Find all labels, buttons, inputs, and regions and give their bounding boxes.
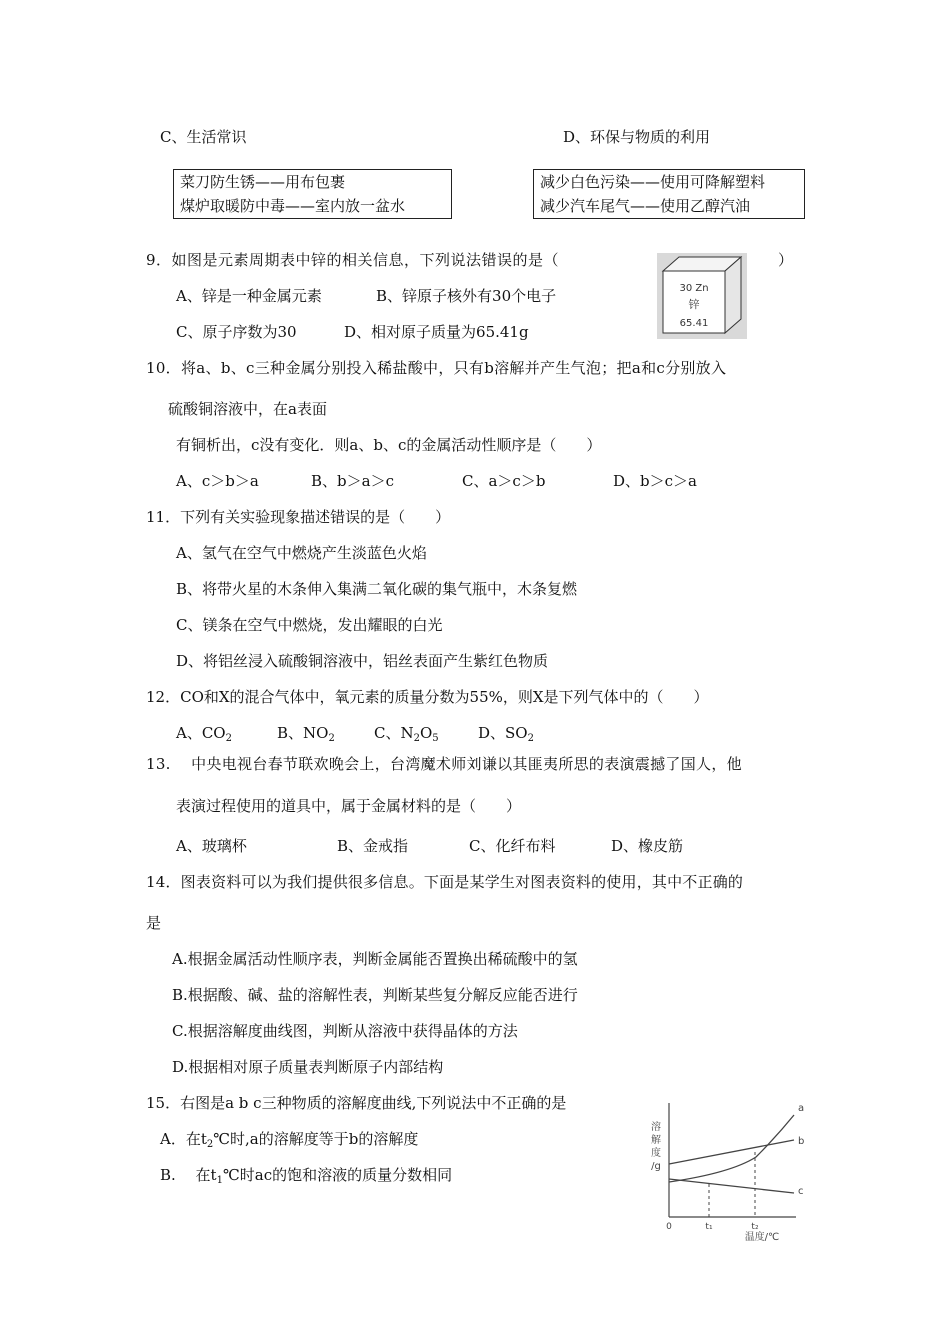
q10-option-d: D、b＞c＞a [613, 472, 697, 490]
q9-close-paren: ） [778, 251, 794, 269]
q15-b-subscript: 1 [216, 1175, 223, 1186]
zinc-number-symbol: 30 Zn [679, 283, 709, 294]
q12-option-c [374, 723, 439, 749]
y-label-4: /g [651, 1161, 661, 1172]
q8-c-box-line-2: 煤炉取暖防中毒——室内放一盆水 [180, 197, 406, 215]
y-label-1: 溶 [651, 1122, 661, 1133]
q11-option-c: C、镁条在空气中燃烧，发出耀眼的白光 [176, 616, 443, 634]
q12-stem: 12．CO和X的混合气体中，氧元素的质量分数为55%，则X是下列气体中的（ ） [146, 688, 709, 706]
q12-a-text: A、CO [176, 724, 226, 742]
q11-stem: 11．下列有关实验现象描述错误的是（ ） [146, 508, 451, 526]
t2-label: t₂ [751, 1222, 759, 1232]
q10-option-c: C、a＞c＞b [462, 472, 546, 490]
q13-option-d: D、橡皮筋 [611, 837, 684, 855]
q12-option-a [176, 723, 232, 749]
q14-option-c: C.根据溶解度曲线图，判断从溶液中获得晶体的方法 [172, 1022, 518, 1040]
q8-option-d-box [533, 169, 805, 219]
q10-option-b: B、b＞a＞c [311, 472, 394, 490]
q10-line-1: 10．将a、b、c三种金属分别投入稀盐酸中，只有b溶解并产生气泡；把a和c分别放入 [146, 359, 727, 377]
q15-stem: 15．右图是a b c三种物质的溶解度曲线,下列说法中不正确的是 [146, 1094, 567, 1112]
q9-option-d: D、相对原子质量为65.41g [344, 323, 529, 341]
q9-option-c: C、原子序数为30 [176, 323, 297, 341]
q15-a-subscript: 2 [206, 1139, 214, 1150]
q9-option-b: B、锌原子核外有30个电子 [376, 287, 557, 305]
origin-label: 0 [666, 1222, 672, 1232]
q12-c-text-mid: O [419, 724, 433, 742]
q12-c-subscript-2: 5 [432, 733, 439, 744]
q8-option-c-box [173, 169, 452, 219]
solubility-curve-graph [636, 1097, 812, 1243]
q15-a-text: A．在t [160, 1130, 207, 1148]
q14-option-a: A.根据金属活动性顺序表，判断金属能否置换出稀硫酸中的氢 [172, 950, 578, 968]
curve-b-label: b [798, 1136, 805, 1147]
q13-option-c: C、化纤布料 [469, 837, 556, 855]
curve-a [669, 1115, 794, 1182]
q13-option-a: A、玻璃杯 [176, 837, 247, 855]
q15-a-text-post: ℃时,a的溶解度等于b的溶解度 [213, 1130, 419, 1148]
y-label-2: 解 [651, 1135, 661, 1146]
q13-line-1: 13. 中央电视台春节联欢晚会上，台湾魔术师刘谦以其匪夷所思的表演震撼了国人，他 [146, 755, 742, 773]
q11-option-d: D、将铝丝浸入硫酸铜溶液中，铝丝表面产生紫红色物质 [176, 652, 549, 670]
q12-a-subscript: 2 [225, 733, 232, 744]
q15-b-text: B. 在t [160, 1166, 217, 1184]
q14-option-d: D.根据相对原子质量表判断原子内部结构 [172, 1058, 444, 1076]
q10-line-2: 硫酸铜溶液中，在a表面 [168, 400, 327, 418]
q12-option-d [478, 723, 534, 749]
q14-line-2: 是 [146, 914, 162, 932]
q8-d-box-line-1: 减少白色污染——使用可降解塑料 [540, 173, 766, 191]
q12-d-subscript: 2 [527, 733, 534, 744]
q12-b-text: B、NO [277, 724, 329, 742]
q9-stem: 9．如图是元素周期表中锌的相关信息，下列说法错误的是（ [146, 251, 560, 269]
q13-option-b: B、金戒指 [337, 837, 409, 855]
zinc-name: 锌 [688, 298, 700, 311]
q14-line-1: 14．图表资料可以为我们提供很多信息。下面是某学生对图表资料的使用，其中不正确的 [146, 873, 744, 891]
q12-option-b [277, 723, 335, 749]
q8-d-box-line-2: 减少汽车尾气——使用乙醇汽油 [540, 197, 751, 215]
q8-option-d-label: D、环保与物质的利用 [563, 128, 711, 146]
q13-line-2: 表演过程使用的道具中，属于金属材料的是（ ） [176, 797, 522, 815]
q8-option-c-label: C、生活常识 [160, 128, 247, 146]
zinc-mass: 65.41 [679, 318, 709, 329]
q12-b-subscript: 2 [328, 733, 335, 744]
q11-option-b: B、将带火星的木条伸入集满二氧化碳的集气瓶中，木条复燃 [176, 580, 578, 598]
q15-option-b [160, 1165, 452, 1191]
q15-option-a [160, 1129, 418, 1155]
curve-c-label: c [798, 1186, 804, 1197]
q11-option-a: A、氢气在空气中燃烧产生淡蓝色火焰 [176, 544, 427, 562]
x-axis-label: 温度/℃ [744, 1232, 780, 1243]
curve-a-label: a [798, 1103, 805, 1114]
q14-option-b: B.根据酸、碱、盐的溶解性表，判断某些复分解反应能否进行 [172, 986, 578, 1004]
t1-label: t₁ [705, 1222, 713, 1232]
q12-d-text: D、SO [478, 724, 528, 742]
q8-c-box-line-1: 菜刀防生锈——用布包裹 [180, 173, 346, 191]
q15-b-text-post: ℃时ac的饱和溶液的质量分数相同 [222, 1166, 453, 1184]
q12-c-subscript-1: 2 [413, 733, 420, 744]
q10-line-3: 有铜析出，c没有变化．则a、b、c的金属活动性顺序是（ ） [176, 436, 602, 454]
curve-b [669, 1140, 794, 1164]
q12-c-text: C、N [374, 724, 414, 742]
y-label-3: 度 [651, 1148, 661, 1159]
zinc-element-card [657, 253, 747, 339]
q9-option-a: A、锌是一种金属元素 [176, 287, 322, 305]
curve-c [669, 1179, 794, 1193]
q10-option-a: A、c＞b＞a [176, 472, 259, 490]
